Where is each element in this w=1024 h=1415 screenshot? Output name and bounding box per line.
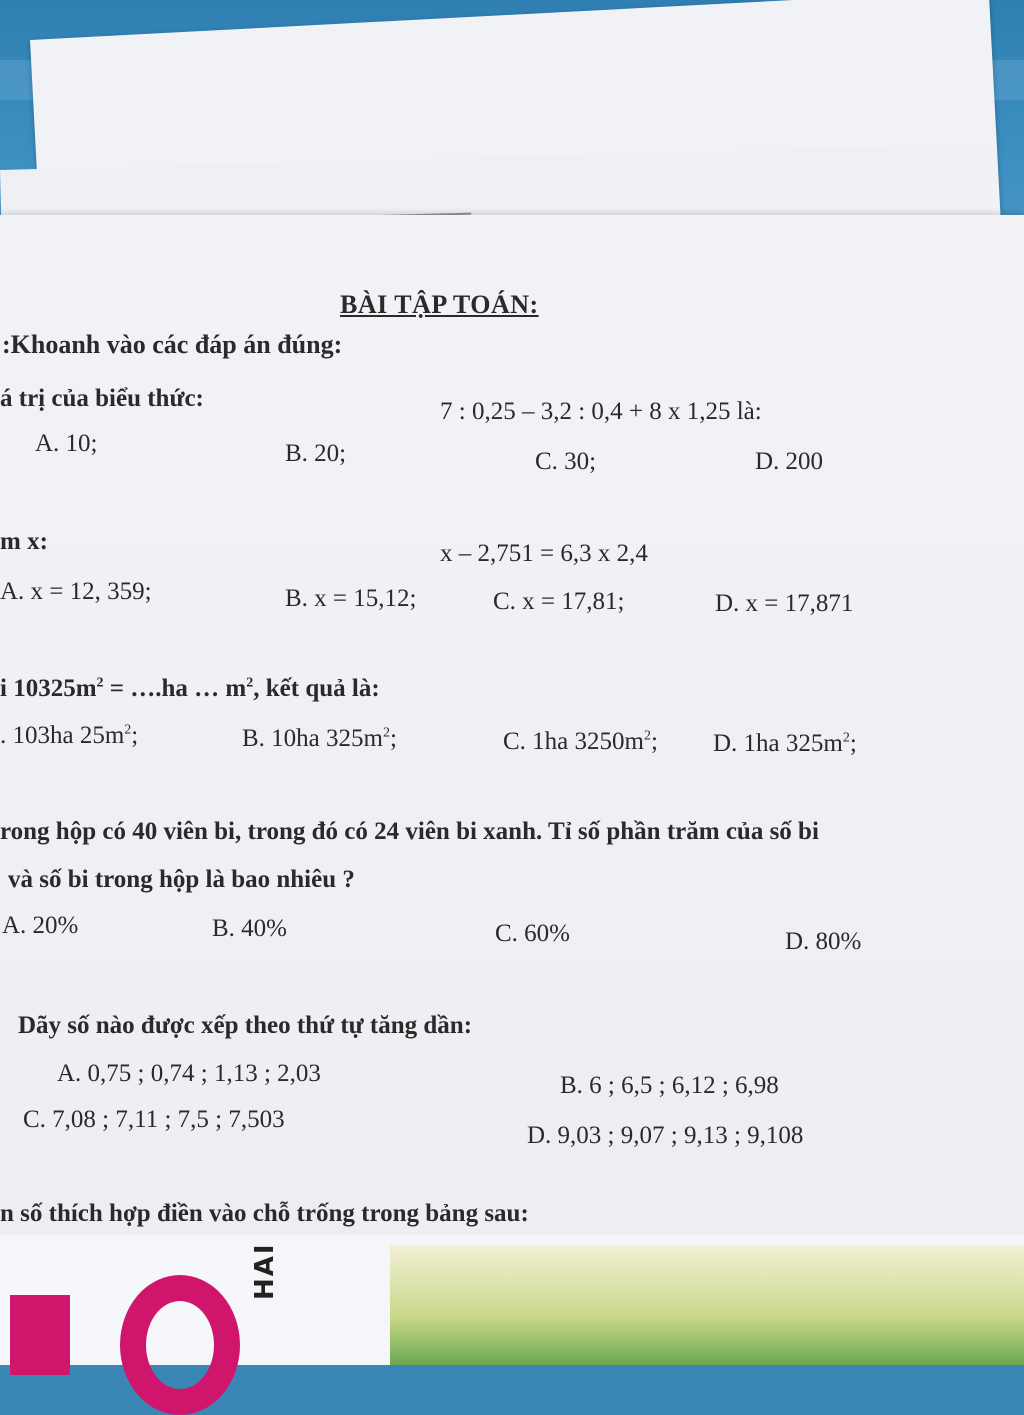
q4-question-line-1: rong hộp có 40 viên bi, trong đó có 24 viên bi xanh. Tỉ số phần trăm của số bi xyxy=(0,818,819,845)
q4-option-a: A. 20% xyxy=(2,912,79,939)
q3-option-d: D. 1ha $325m^2$; xyxy=(713,730,857,757)
q4-option-d: D. 80% xyxy=(785,928,862,955)
q6-prompt: n số thích hợp điền vào chỗ trống trong bảng sau: xyxy=(0,1200,529,1227)
book-logo-ring xyxy=(120,1275,240,1415)
q5-prompt: Dãy số nào được xếp theo thứ tự tăng dần: xyxy=(18,1012,473,1039)
q1-option-a: A. 10; xyxy=(35,430,98,457)
q5-option-a: A. 0,75 ; 0,74 ; 1,13 ; 2,03 xyxy=(57,1060,321,1087)
q5-option-d: D. 9,03 ; 9,07 ; 9,13 ; 9,108 xyxy=(527,1122,804,1149)
book-cover-bottom xyxy=(0,1235,1024,1365)
q1-prompt: á trị của biểu thức: xyxy=(0,385,204,412)
q2-option-b: B. x = 15,12; xyxy=(285,585,417,612)
q2-option-a: A. x = 12, 359; xyxy=(0,578,152,605)
q1-option-d: D. 200 xyxy=(755,448,824,475)
q4-option-c: C. 60% xyxy=(495,920,570,947)
q1-option-c: C. 30; xyxy=(535,448,597,475)
q5-option-c: C. 7,08 ; 7,11 ; 7,5 ; 7,503 xyxy=(23,1106,285,1133)
q3-option-a: . 103ha $25m^2$; xyxy=(0,722,139,749)
q2-option-d: D. x = 17,871 xyxy=(715,590,854,617)
q4-question-line-2: và số bi trong hộp là bao nhiêu ? xyxy=(8,866,355,893)
book-cover-illustration xyxy=(390,1245,1024,1365)
q1-expression: 7 : 0,25 – 3,2 : 0,4 + 8 x 1,25 là: xyxy=(440,398,762,425)
book-logo-shape xyxy=(10,1295,70,1375)
instruction: :Khoanh vào các đáp án đúng: xyxy=(2,330,343,359)
q3-option-b: B. 10ha $325m^2$; xyxy=(242,725,397,752)
book-label: HAI xyxy=(250,1242,280,1300)
book-cover-left xyxy=(0,1235,250,1365)
q1-option-b: B. 20; xyxy=(285,440,347,467)
q2-expression: x – 2,751 = 6,3 x 2,4 xyxy=(440,540,648,567)
q3-prompt: i $10325m^2$ = ….ha … $m^2$, kết quả là: xyxy=(0,675,380,702)
q4-option-b: B. 40% xyxy=(212,915,287,942)
q3-option-c: C. 1ha $3250m^2$; xyxy=(503,728,658,755)
q2-prompt: m x: xyxy=(0,528,48,555)
page-title: BÀI TẬP TOÁN: xyxy=(340,290,539,319)
q2-option-c: C. x = 17,81; xyxy=(493,588,625,615)
q5-option-b: B. 6 ; 6,5 ; 6,12 ; 6,98 xyxy=(560,1072,779,1099)
